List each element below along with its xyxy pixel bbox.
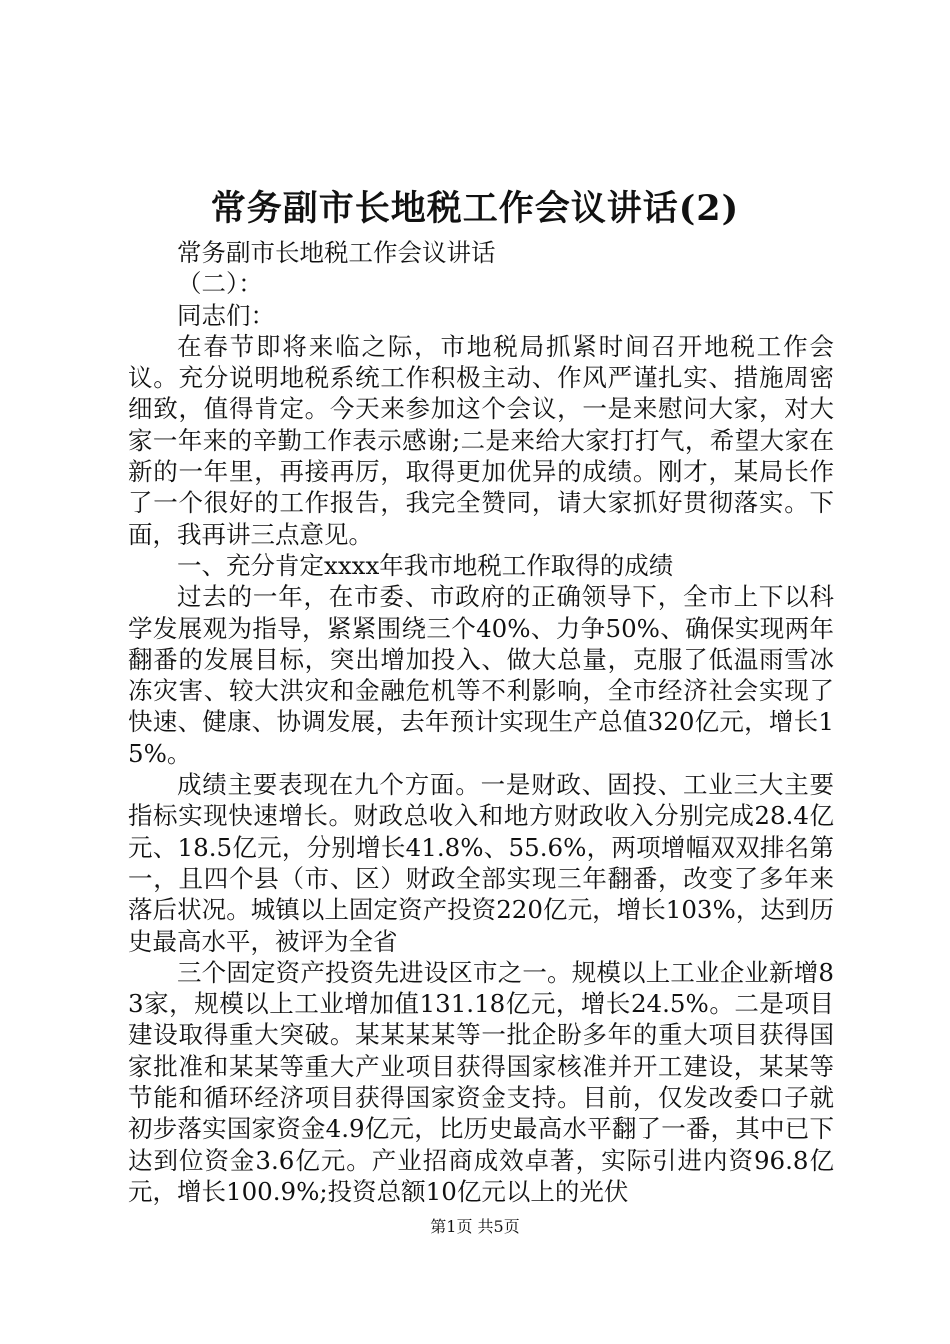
document-title: 常务副市长地税工作会议讲话(2) bbox=[210, 188, 740, 229]
paragraph-intro: 在春节即将来临之际，市地税局抓紧时间召开地税工作会议。充分说明地税系统工作积极主动、作风严谨扎实、措施周密细致，值得肯定。今天来参加这个会议，一是来慰问大家，对大家一年来的辛勤工作表示感谢;二是来给大家打打气，希望大家在新的一年里，再接再厉，取得更加优异的成绩。刚才，某局长作了一个很好的工作报告，我完全赞同，请大家抓好贯彻落实。下面，我再讲三点意见。 bbox=[128, 331, 834, 549]
subtitle-line: 常务副市长地税工作会议讲话 bbox=[177, 238, 496, 267]
paragraph-projects: 三个固定资产投资先进设区市之一。规模以上工业企业新增83家，规模以上工业增加值131.18亿元，增长24.5%。二是项目建设取得重大突破。某某某某等一批企盼多年的重大项目获得国家批准和某某等重大产业项目获得国家核准并开工建设，某某等节能和循环经济项目获得国家资金支持。目前，仅发改委口子就初步落实国家资金4.9亿元，比历史最高水平翻了一番，其中已下达到位资金3.6亿元。产业招商成效卓著，实际引进内资96.8亿元，增长100.9%;投资总额10亿元以上的光伏 bbox=[128, 957, 834, 1206]
page-footer: 第1页 共5页 bbox=[430, 1217, 520, 1236]
subtitle-number: （二）： bbox=[177, 269, 263, 299]
section-heading: 一、充分肯定xxxx年我市地税工作取得的成绩 bbox=[177, 550, 674, 580]
paragraph-achievements: 成绩主要表现在九个方面。一是财政、固投、工业三大主要指标实现快速增长。财政总收入和地方财政收入分别完成28.4亿元、18.5亿元，分别增长41.8%、55.6%，两项增幅双双排名第一，且四个县（市、区）财政全部实现三年翻番，改变了多年来落后状况。城镇以上固定资产投资220亿元，增长103%，达到历史最高水平，被评为全省 bbox=[128, 770, 834, 956]
salutation: 同志们： bbox=[177, 300, 275, 330]
document-body bbox=[128, 237, 834, 1207]
paragraph-review: 过去的一年，在市委、市政府的正确领导下，全市上下以科学发展观为指导，紧紧围绕三个40%、力争50%、确保实现两年翻番的发展目标，突出增加投入、做大总量，克服了低温雨雪冰冻灾害、较大洪灾和金融危机等不利影响，全市经济社会实现了快速、健康、协调发展，去年预计实现生产总值320亿元，增长15%。 bbox=[128, 582, 834, 768]
